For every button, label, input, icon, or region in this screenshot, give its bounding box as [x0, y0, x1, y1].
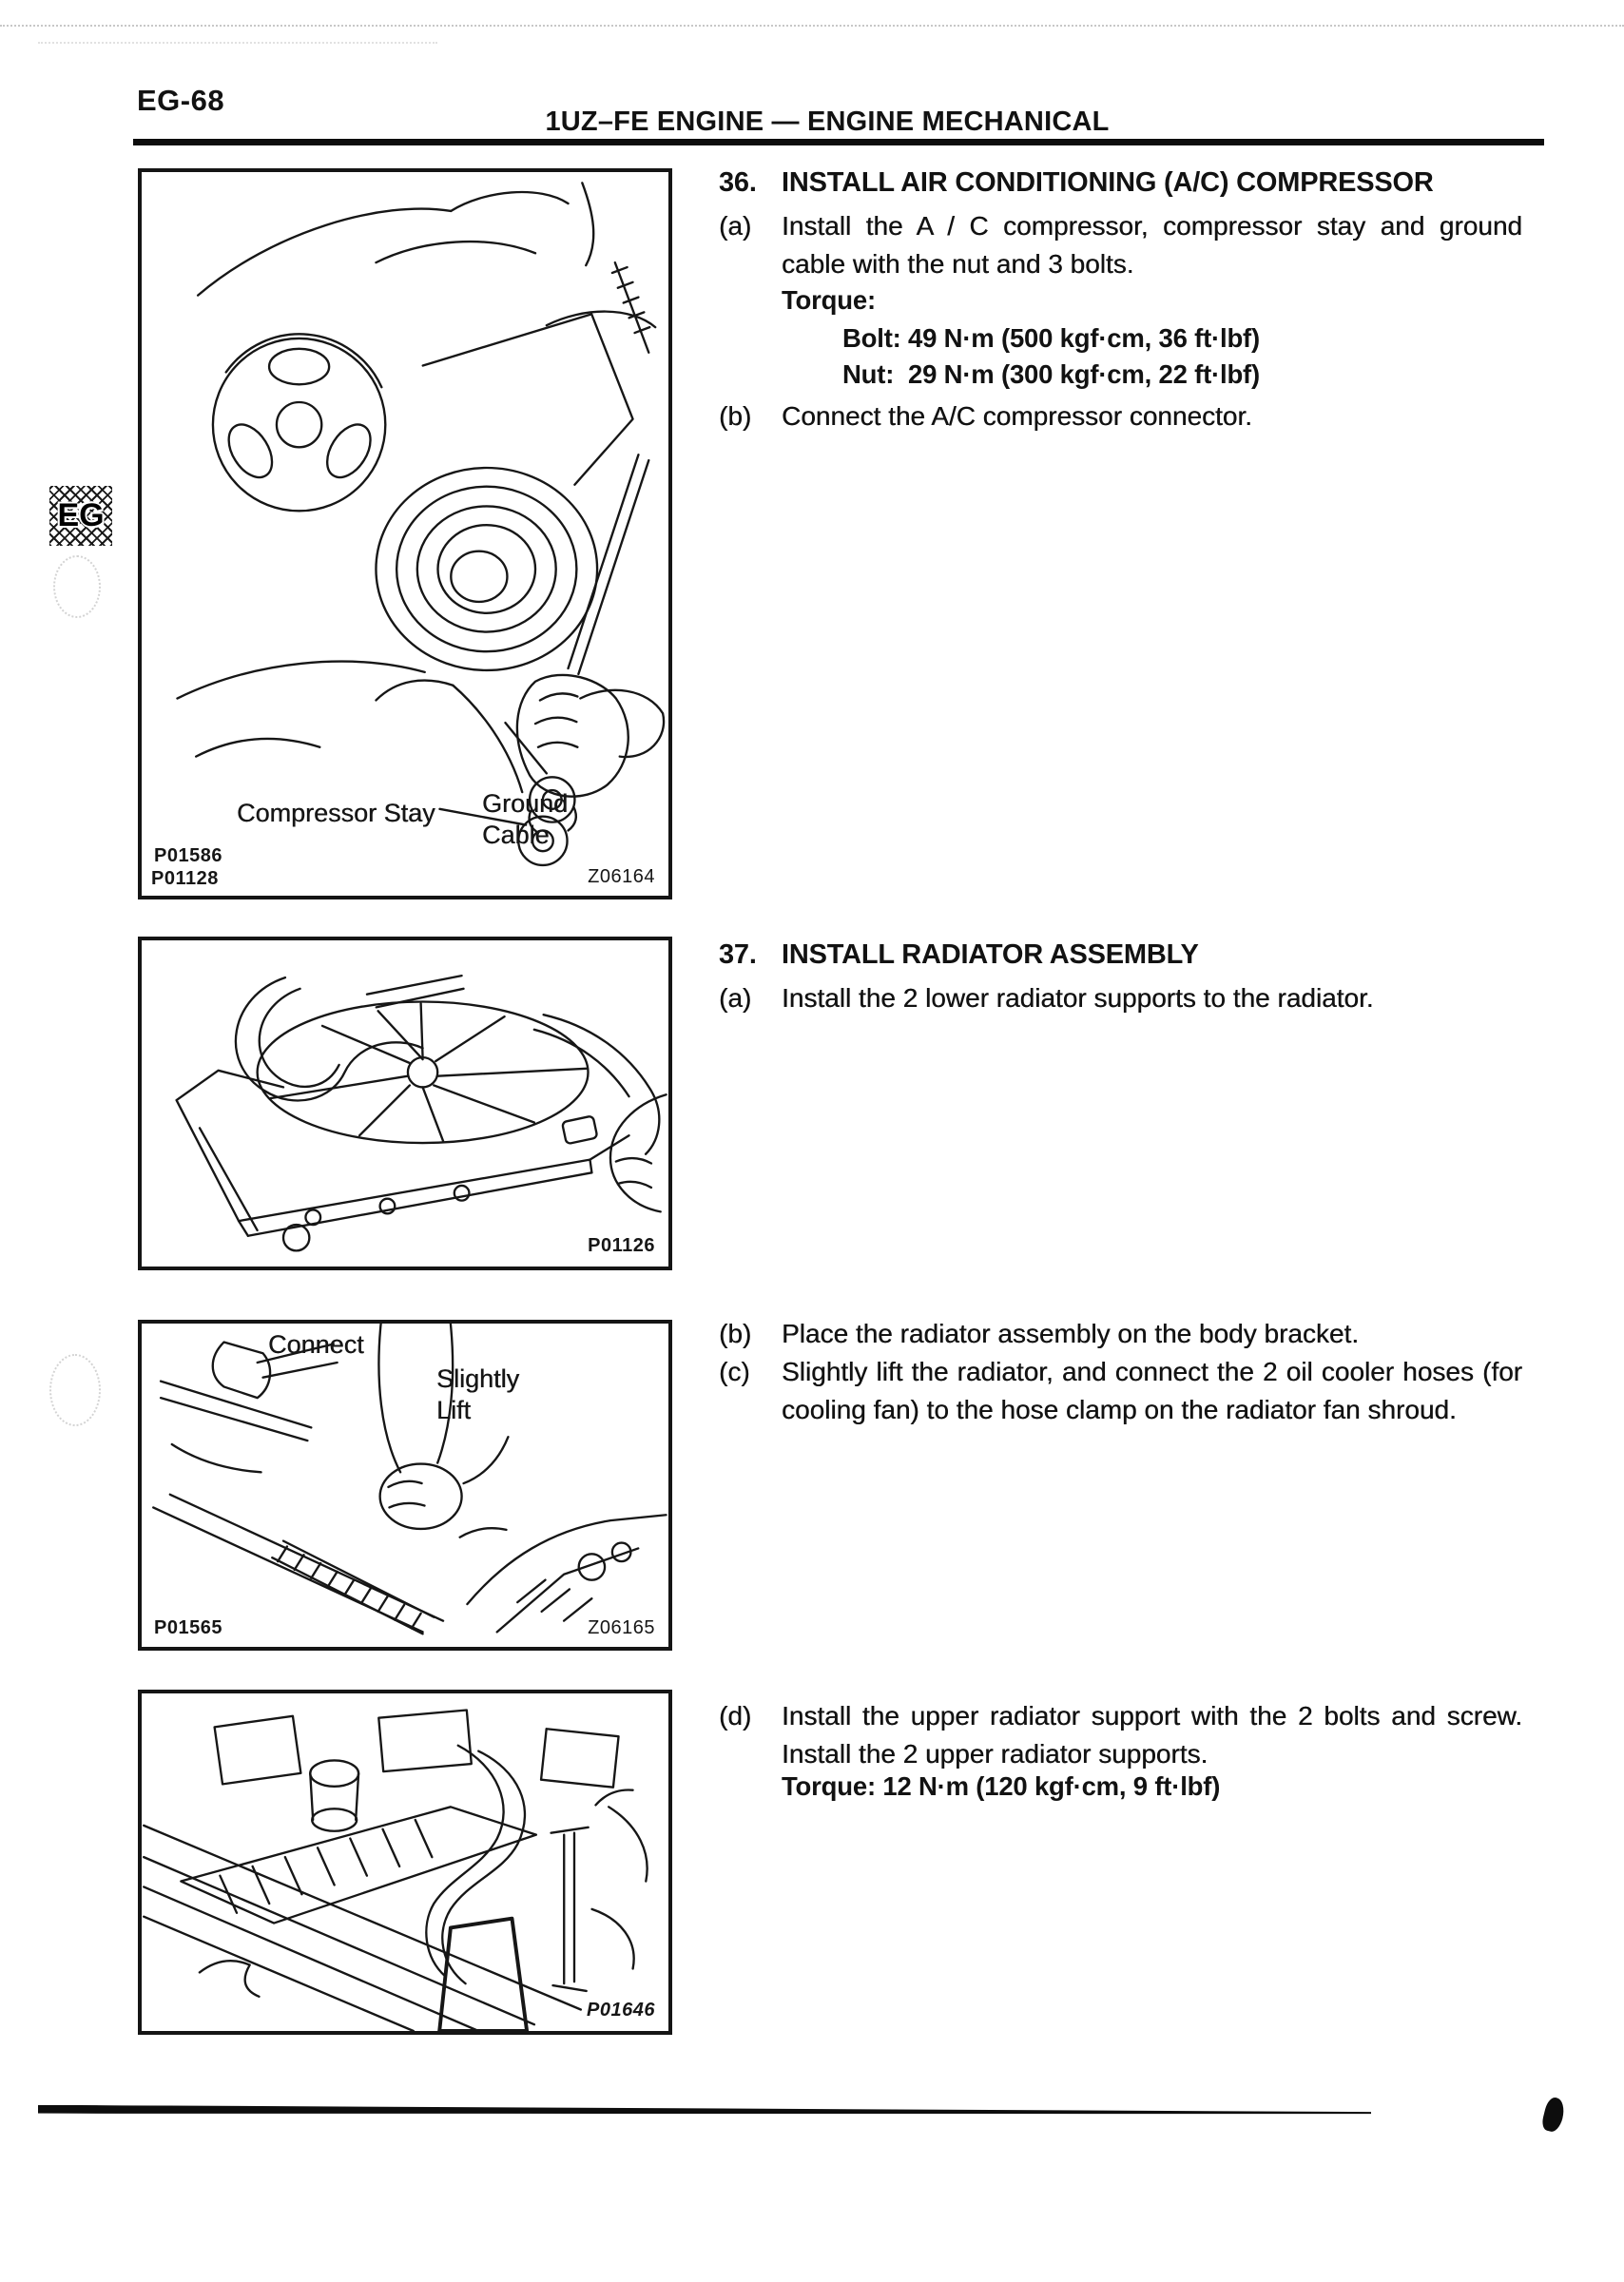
section-36-heading	[719, 167, 1537, 199]
fig2-code: P01126	[588, 1235, 655, 1256]
step-36b-label: (b)	[719, 401, 752, 431]
header-rule	[133, 139, 1544, 145]
step-37d-text: Install the upper radiator support with the 2 bolts and screw. Install the 2 upper radiator supports.	[782, 1701, 1522, 1769]
step-37a	[719, 979, 1522, 1017]
scan-noise-top	[0, 25, 1624, 27]
fig1-code-3: Z06164	[588, 866, 655, 887]
torque-36-nut: Nut: 29 N·m (300 kgf·cm, 22 ft·lbf)	[842, 359, 1260, 389]
section-36-number: 36.	[719, 167, 757, 198]
section-36-title: INSTALL AIR CONDITIONING (A/C) COMPRESSOR	[782, 167, 1434, 198]
fig1-code-2: P01128	[151, 868, 219, 889]
header-title: 1UZ–FE ENGINE — ENGINE MECHANICAL	[545, 106, 1110, 137]
scan-smudge-2	[49, 1354, 101, 1426]
figure-radiator-assembly	[138, 937, 672, 1270]
eg-edge-tab	[49, 486, 112, 546]
radiator-assembly-illustration	[142, 940, 668, 1267]
connect-lift-illustration	[142, 1324, 668, 1647]
fig1-code-1: P01586	[154, 845, 222, 866]
upper-support-illustration	[142, 1693, 668, 2031]
section-37-number: 37.	[719, 939, 757, 970]
fig3-label-connect: Connect	[268, 1330, 364, 1359]
fig1-label-compressor-stay: Compressor Stay	[237, 799, 435, 827]
torque-36-bolt: Bolt: 49 N·m (500 kgf·cm, 36 ft·lbf)	[842, 323, 1260, 353]
step-37b	[719, 1315, 1522, 1353]
figure-ac-compressor	[138, 168, 672, 899]
step-36a-label: (a)	[719, 211, 752, 241]
step-37a-text: Install the 2 lower radiator supports to the radiator.	[782, 983, 1374, 1013]
step-36a-text: Install the A / C compressor, compressor stay and ground cable with the nut and 3 bolts.	[782, 211, 1522, 279]
step-37c-text: Slightly lift the radiator, and connect the 2 oil cooler hoses (for cooling fan) to the hose clamp on the radiator fan shroud.	[782, 1357, 1522, 1424]
page-number: EG-68	[137, 84, 225, 117]
ink-blob	[1540, 2096, 1567, 2134]
step-36a	[719, 207, 1522, 283]
fig3-code-2: Z06165	[588, 1617, 655, 1638]
step-37c-label: (c)	[719, 1357, 750, 1386]
fig4-code: P01646	[587, 2000, 655, 2021]
figure-upper-support	[138, 1690, 672, 2035]
fig3-code-1: P01565	[154, 1617, 222, 1638]
section-37-heading	[719, 939, 1537, 971]
step-37d-label: (d)	[719, 1701, 752, 1731]
step-36b	[719, 397, 1522, 435]
ac-compressor-illustration	[142, 172, 668, 896]
torque-36-label: Torque:	[782, 285, 876, 315]
scan-noise-top-2	[38, 42, 437, 44]
fig3-label-slightly-lift: Slightly Lift	[436, 1364, 520, 1424]
torque-37: Torque: 12 N·m (120 kgf·cm, 9 ft·lbf)	[782, 1771, 1221, 1801]
step-37a-label: (a)	[719, 983, 752, 1013]
eg-edge-tab-label: EG	[57, 497, 105, 533]
figure-connect-lift	[138, 1320, 672, 1651]
step-37c	[719, 1353, 1522, 1429]
scan-smudge-1	[53, 555, 101, 618]
section-37-title: INSTALL RADIATOR ASSEMBLY	[782, 939, 1199, 970]
step-37b-label: (b)	[719, 1319, 752, 1348]
footer-rule	[38, 2105, 1371, 2118]
step-36b-text: Connect the A/C compressor connector.	[782, 401, 1252, 431]
step-37b-text: Place the radiator assembly on the body bracket.	[782, 1319, 1360, 1348]
step-37d	[719, 1697, 1522, 1773]
fig1-label-ground-cable: Ground Cable	[482, 789, 569, 849]
